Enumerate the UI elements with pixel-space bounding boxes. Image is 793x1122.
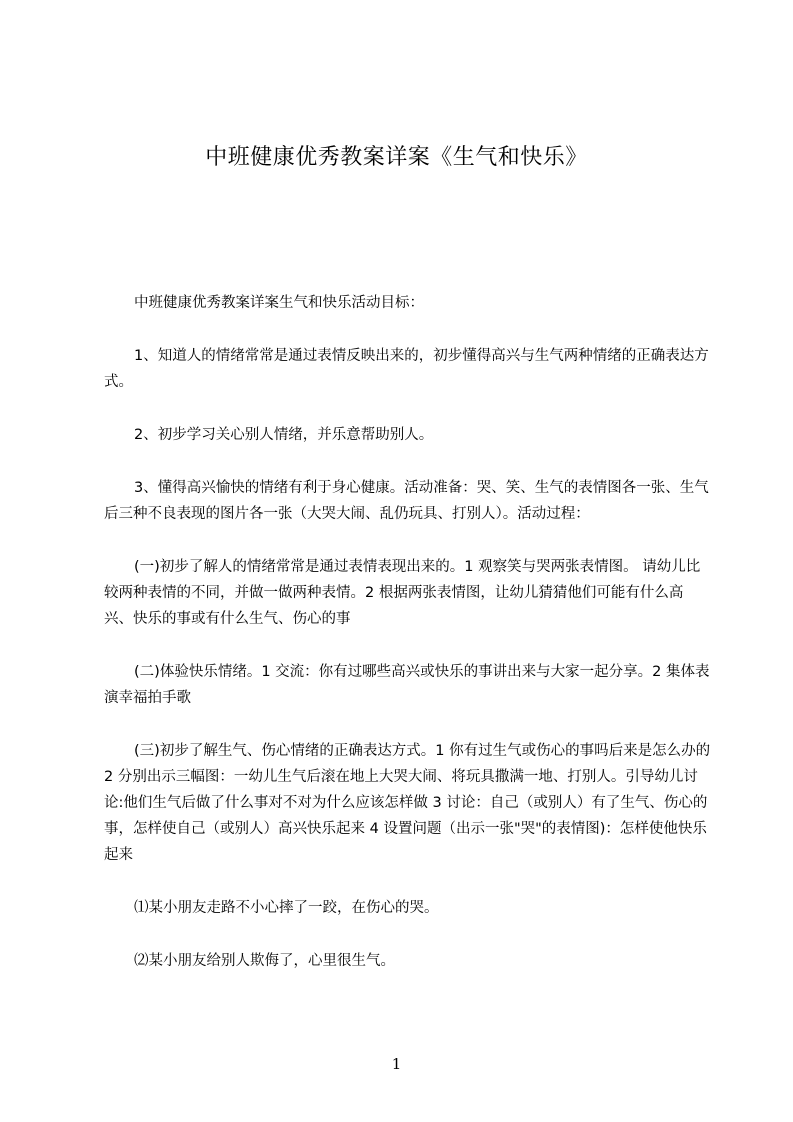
- paragraph-question-2: ⑵某小朋友给别人欺侮了，心里很生气。: [134, 953, 395, 969]
- page-number: 1: [391, 1055, 402, 1073]
- paragraph-step-3: (三)初步了解生气、伤心情绪的正确表达方式。1 你有过生气或伤心的事吗后来是怎么办的 2 分别出示三幅图：一幼儿生气后滚在地上大哭大闹、将玩具撒满一地、打别人。引导幼儿讨论:他们生气后做了什么事对不对为什么应该怎样做 3 讨论：自己（或别人）有了生气、伤心的事，怎样使自己（或别人）高兴快乐起来 4 设置问题（出示一张"哭"的表情图)：怎样使他快乐起来: [104, 743, 711, 863]
- document-body: [104, 290, 712, 1001]
- paragraph-step-1: (一)初步了解人的情绪常常是通过表情表现出来的。1 观察笑与哭两张表情图。 请幼儿比较两种表情的不同，并做一做两种表情。2 根据两张表情图，让幼儿猜猜他们可能有什么高兴、快乐的事或有什么生气、伤心的事: [104, 559, 701, 627]
- paragraph-step-2: (二)体验快乐情绪。1 交流：你有过哪些高兴或快乐的事讲出来与大家一起分享。2 集体表演幸福拍手歌: [104, 664, 710, 706]
- paragraph-objectives-heading: 中班健康优秀教案详案生气和快乐活动目标：: [134, 295, 424, 311]
- paragraph-question-1: ⑴某小朋友走路不小心摔了一跤，在伤心的哭。: [134, 900, 439, 916]
- document-title: 中班健康优秀教案详案《生气和快乐》: [205, 145, 588, 170]
- paragraph-objective-1: 1、知道人的情绪常常是通过表情反映出来的，初步懂得高兴与生气两种情绪的正确表达方式。: [104, 348, 709, 390]
- paragraph-objective-2: 2、初步学习关心别人情绪，并乐意帮助别人。: [134, 427, 434, 443]
- paragraph-objective-3: 3、懂得高兴愉快的情绪有利于身心健康。活动准备：哭、笑、生气的表情图各一张、生气后三种不良表现的图片各一张（大哭大闹、乱仍玩具、打别人）。活动过程：: [104, 480, 709, 522]
